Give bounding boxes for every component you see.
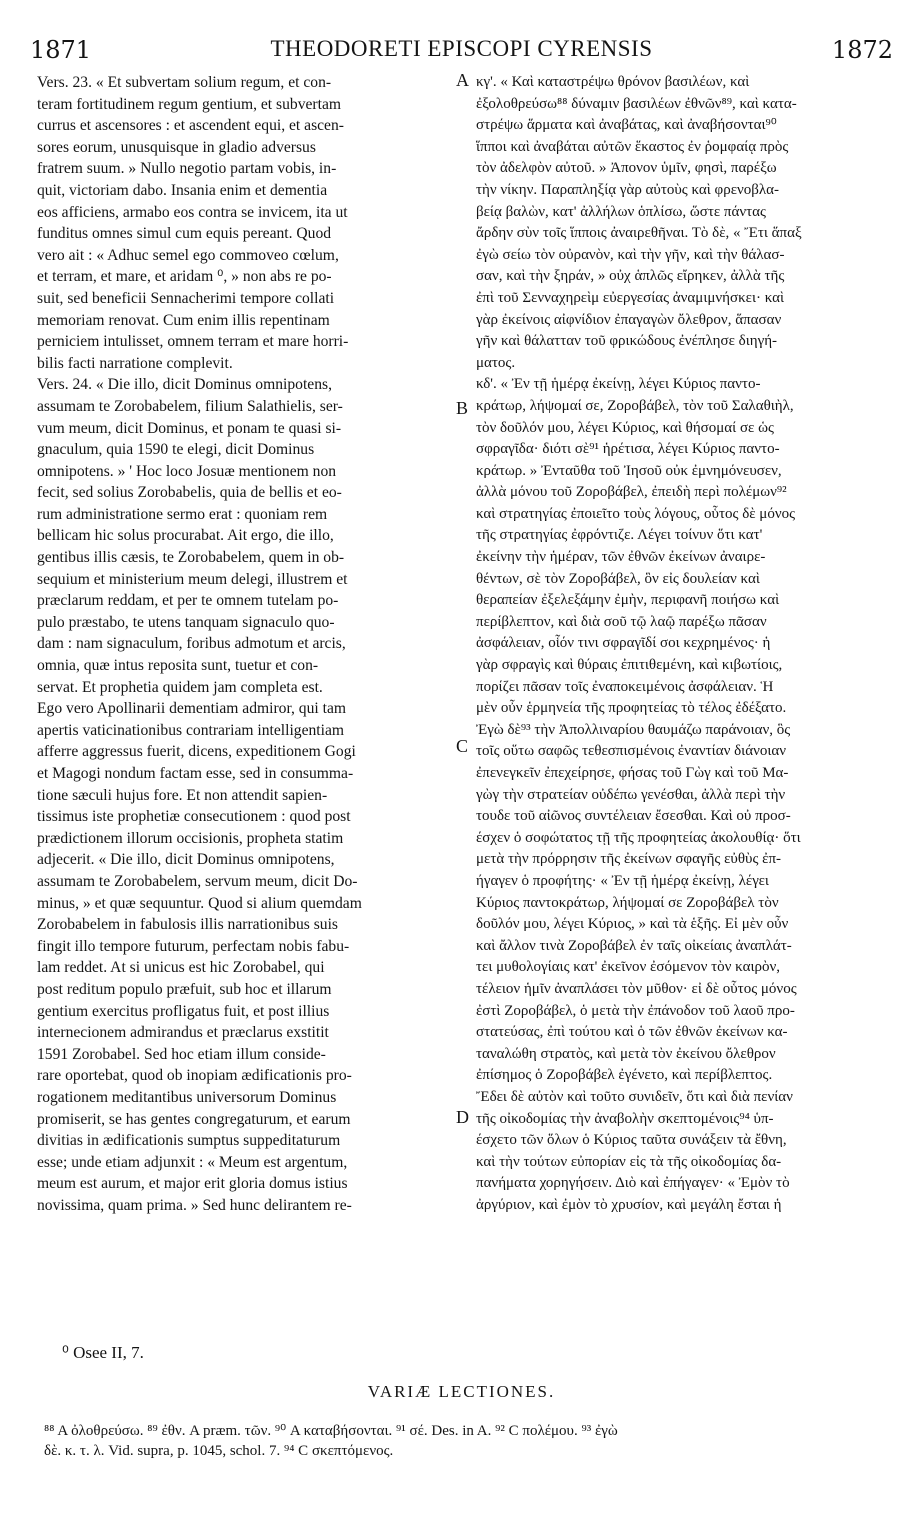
greek-text-line: ἄρδην σὺν τοῖς ἵπποις ἀναιρεθῆναι. Τὸ δὲ, « Ἔτι ἅπαξ xyxy=(476,225,802,242)
margin-letter-a: A xyxy=(456,70,469,90)
latin-text-line: teram fortitudinem regum gentium, et subvertam xyxy=(37,95,341,113)
greek-text-line: βείᾳ βαλὼν, κατ' ἀλλήλων ὁπλίσω, ὥστε πάντας xyxy=(476,203,766,220)
latin-text-line: gentium exercitus profligatus fuit, et post illius xyxy=(37,1002,330,1020)
greek-text-line: περίβλεπτον, καὶ διὰ σοῦ τῷ λαῷ παρέξω πᾶσαν xyxy=(476,613,767,630)
greek-text-line: ἐπὶ τοῦ Σενναχηρεὶμ εὐεργεσίας ἀναμιμνήσκει· καὶ xyxy=(476,289,785,306)
greek-text-line: Ἐγὼ δὲ⁹³ τὴν Ἀπολλιναρίου θαυμάζω παράνοιαν, ὃς xyxy=(476,721,791,738)
latin-text-line: divitias in ædificationis sumptus suppeditaturum xyxy=(37,1132,341,1150)
latin-text-line: Ego vero Apollinarii dementiam admiror, qui tam xyxy=(37,700,347,718)
greek-text-line: μετὰ τὴν πρόρρησιν τῆς ἐκείνων σφαγῆς εὐθὺς ἐπ- xyxy=(476,851,782,868)
greek-text-line: ἵπποι καὶ ἀναβάται αὐτῶν ἕκαστος ἐν ῥομφαίᾳ πρὸς xyxy=(476,138,789,155)
greek-text-line: ἐπενεγκεῖν ἐπεχείρησε, φήσας τοῦ Γὼγ καὶ τοῦ Μα- xyxy=(476,765,789,781)
greek-column xyxy=(476,72,896,1216)
greek-text-line: καὶ ἄλλον τινὰ Ζοροβάβελ ἐν ταῖς οἰκείαις ἀναπλάτ- xyxy=(476,937,792,954)
latin-text-line: gentibus illis cæsis, te Zorobabelem, quem in ob- xyxy=(37,549,345,567)
greek-text-line: στρέψω ἅρματα καὶ ἀναβάτας, καὶ ἀναβήσονται⁹⁰ xyxy=(476,117,777,134)
latin-text-line: Vers. 24. « Die illo, dicit Dominus omnipotens, xyxy=(37,376,332,394)
latin-text-line: fecit, sed solius Zorobabelis, quia de bellis et eo- xyxy=(37,484,342,502)
greek-text-line: Κύριος παντοκράτωρ, λήψομαί σε Ζοροβάβελ τὸν xyxy=(476,894,779,911)
greek-text-line: καὶ στρατηγίας ἐποιεῖτο τοὺς λόγους, οὗτος δὲ μόνος xyxy=(476,505,796,522)
greek-text-line: γὰρ σφραγὶς καὶ θύραις ἐπιτιθεμένη, καὶ κιβωτίοις, xyxy=(476,657,783,674)
greek-text-line: στατεύσας, ἐπὶ τούτου καὶ ὁ τῶν ἐθνῶν ἐκείνων κα- xyxy=(476,1024,788,1041)
latin-text-line: meum est aurum, et major erit gloria domus istius xyxy=(37,1175,348,1193)
greek-text-line: ἐπίσημος ὁ Ζοροβάβελ ἐγένετο, καὶ περίβλεπτος. xyxy=(476,1067,773,1084)
margin-letter-b: B xyxy=(456,398,469,418)
page-number-left: 1871 xyxy=(30,36,92,64)
latin-text-line: minus, » et quæ sequuntur. Quod si alium quemdam xyxy=(37,894,362,912)
latin-text-line: servat. Et prophetia quidem jam completa est. xyxy=(37,678,323,696)
greek-text-line: ἐγὼ σείω τὸν οὐρανὸν, καὶ τὴν γῆν, καὶ τὴν θάλασ- xyxy=(476,246,785,263)
latin-text-line: fratrem suum. » Nullo negotio partam vobis, in- xyxy=(37,160,337,178)
greek-text-line: ἐστὶ Ζοροβάβελ, ὁ μετὰ τὴν ἐπάνοδον τοῦ λαοῦ προ- xyxy=(476,1002,795,1019)
latin-text-line: dam : nam signaculum, foribus admotum et arcis, xyxy=(37,635,346,653)
latin-text-line: post reditum populo præfuit, sub hoc et illarum xyxy=(37,980,332,998)
latin-text-line: internecionem admirandus et præclarus exstitit xyxy=(37,1024,329,1042)
greek-text-line: ἐξολοθρεύσω⁸⁸ δύναμιν βασιλέων ἐθνῶν⁸⁹, καὶ κατα- xyxy=(476,95,797,112)
latin-text-line: tissimus iste prophetiæ consecutionem : quod post xyxy=(37,808,351,826)
running-header xyxy=(0,30,923,64)
latin-text-line: sores eorum, unusquisque in gladio adversus xyxy=(37,138,316,156)
greek-text-line: σφραγῖδα· διότι σὲ⁹¹ ἡρέτισα, λέγει Κύριος παντο- xyxy=(476,441,780,458)
greek-text-line: γῆν καὶ θάλατταν τοῦ φρικώδους ἐνέπλησε διηγή- xyxy=(476,333,778,350)
greek-text-line: τουδε τοῦ αἰῶνος συντέλειαν ἔσεσθαι. Καὶ οὐ προσ- xyxy=(476,808,791,825)
page-number-right: 1872 xyxy=(831,36,893,64)
greek-text-line: κράτωρ. » Ἐνταῦθα τοῦ Ἰησοῦ οὐκ ἐμνημόνευσεν, xyxy=(476,462,782,479)
greek-text-line: ματος. xyxy=(476,354,516,371)
latin-text-line: bellicam hic solus procurabat. Ait ergo, die illo, xyxy=(37,527,334,545)
greek-text-line: γὼγ τὴν στρατείαν οὐδέπω γενέσθαι, ἀλλὰ περὶ τὴν xyxy=(476,786,786,803)
latin-text-line: eos afficiens, armabo eos contra se invicem, ita ut xyxy=(37,203,348,221)
greek-text-line: πανήματα χορηγήσειν. Διὸ καὶ ἐπήγαγεν· « Ἐμὸν τὸ xyxy=(476,1175,790,1192)
latin-text-line: promiserit, se has gentes congregaturum, et earum xyxy=(37,1110,351,1128)
latin-text-line: quit, victoriam dabo. Insania enim et dementia xyxy=(37,181,328,199)
greek-text-line: ἐκείνην τὴν ἡμέραν, τῶν ἐθνῶν ἐκείνων ἀναιρε- xyxy=(476,549,766,566)
greek-text-line: δοῦλόν μου, λέγει Κύριος, » καὶ τὰ ἑξῆς. Εἰ μὲν οὖν xyxy=(476,916,789,933)
greek-text-line: σαν, καὶ τὴν ξηράν, » οὐχ ἁπλῶς εἴρηκεν, ἀλλὰ τῆς xyxy=(476,268,785,285)
latin-text-line: et Magogi nondum factam esse, sed in consumma- xyxy=(37,765,354,782)
greek-text-line: τὸν δοῦλόν μου, λέγει Κύριος, καὶ θήσομαί σε ὡς xyxy=(476,419,774,436)
footnote: ⁰ Osee II, 7. xyxy=(62,1343,144,1362)
latin-text-line: fingit illo tempore futurum, perfectam nobis fabu- xyxy=(37,937,350,955)
greek-text-line: ταναλώθη στρατὸς, καὶ μετὰ τὸν ἐκείνου ὄλεθρον xyxy=(476,1045,776,1062)
latin-text-line: memoriam renovat. Cum enim illis repentinam xyxy=(37,311,330,329)
greek-text-line: τὴν νίκην. Παραπληξίᾳ γὰρ αὐτοὺς καὶ φρενοβλα- xyxy=(476,181,780,198)
latin-text-line: Vers. 23. « Et subvertam solium regum, et con- xyxy=(37,74,332,91)
latin-text-line: vum meum, dicit Dominus, et ponam te quasi si- xyxy=(37,419,342,437)
greek-text-line: έσχετο τῶν ὅλων ὁ Κύριος ταῦτα συνάξειν τὰ ἔθνη, xyxy=(476,1132,787,1149)
greek-text-line: ἀλλὰ μόνου τοῦ Ζοροβάβελ, ἐπειδὴ περὶ πολέμων⁹² xyxy=(476,484,787,501)
latin-text-line: Zorobabelem in fabulosis illis narrationibus suis xyxy=(37,916,339,934)
latin-text-line: afferre aggressus fuerit, dicens, expeditionem Gogi xyxy=(37,743,356,761)
greek-text-line: κδ'. « Ἐν τῇ ἡμέρᾳ ἐκείνῃ, λέγει Κύριος παντο- xyxy=(476,376,761,393)
latin-text-line: sequium et ministerium meum delegi, illustrem et xyxy=(37,570,348,588)
greek-text-line: κγ'. « Καὶ καταστρέψω θρόνον βασιλέων, καὶ xyxy=(476,74,750,90)
greek-text-line: Ἔδει δὲ αὐτὸν καὶ τοῦτο συνιδεῖν, ὅτι καὶ διὰ πενίαν xyxy=(476,1088,793,1105)
latin-text-line: funditus omnes simul cum equis pereant. Quod xyxy=(37,225,332,243)
latin-text-line: prædictionem illorum occisionis, propheta statim xyxy=(37,829,344,847)
greek-text-line: κράτωρ, λήψομαί σε, Ζοροβάβελ, τὸν τοῦ Σαλαθιὴλ, xyxy=(476,397,794,414)
latin-text-line: perniciem intulisset, omnem terram et mare horri- xyxy=(37,333,349,351)
greek-text-line: ήγαγεν ὁ προφήτης· « Ἐν τῇ ἡμέρᾳ ἐκείνῃ, λέγει xyxy=(476,872,769,889)
latin-text-line: et terram, et mare, et aridam ⁰, » non abs re po- xyxy=(37,268,332,286)
latin-text-line: tione sæculi hujus fore. Et non attendit sapien- xyxy=(37,786,328,804)
variae-lectiones-title: VARIÆ LECTIONES. xyxy=(367,1382,556,1401)
variant-line-1: ⁸⁸ A ὀλοθρεύσω. ⁸⁹ ἐθν. A præm. τῶν. ⁹⁰ A καταβήσονται. ⁹¹ σέ. Des. in A. ⁹² C πολέμου. ⁹³ ἐγὼ xyxy=(44,1423,618,1439)
greek-text-line: γὰρ ἐκείνοις αἰφνίδιον ἐπαγαγὼν ὄλεθρον, ἅπασαν xyxy=(476,311,782,328)
greek-text-line: ἀργύριον, καὶ ἐμὸν τὸ χρυσίον, καὶ μεγάλη ἔσται ἡ xyxy=(476,1196,782,1213)
greek-text-line: θεραπείαν ἐξελεξάμην ἐμὴν, περιφανῆ ποιήσω καὶ xyxy=(476,592,780,609)
greek-text-line: θέντων, σὲ τὸν Ζοροβάβελ, ὃν εἰς δουλείαν καὶ xyxy=(476,570,760,587)
latin-text-line: omnipotens. » ' Hoc loco Josuæ mentionem non xyxy=(37,462,337,480)
latin-text-line: gnaculum, quia 1590 te elegi, dicit Dominus xyxy=(37,441,315,459)
latin-text-line: esse; unde etiam adjunxit : « Meum est argentum, xyxy=(37,1153,348,1171)
latin-text-line: pulo præstabo, te utens tanquam signaculo quo- xyxy=(37,613,335,631)
greek-text-line: καὶ τὴν τούτων εὐπορίαν εἰς τὰ τῆς οἰκοδομίας δα- xyxy=(476,1153,782,1170)
running-title: THEODORETI EPISCOPI CYRENSIS xyxy=(270,36,653,61)
greek-text-line: ἀσφάλειαν, οἷόν τινι σφραγῖδί σοι κεχρημένος· ἡ xyxy=(476,635,771,652)
greek-text-line: τῆς οἰκοδομίας τὴν ἀναβολὴν σκεπτομένοις⁹⁴ ὑπ- xyxy=(476,1110,774,1127)
latin-text-line: rare oportebat, quod ob inopiam ædificationis pro- xyxy=(37,1067,352,1085)
greek-text-line: τῆς στρατηγίας ἐφρόντιζε. Λέγει τοίνυν ὅτι κατ' xyxy=(476,527,763,544)
greek-text-line: τὸν ἀδελφὸν αὐτοῦ. » Ἀπονον ὑμῖν, φησὶ, παρέξω xyxy=(476,160,777,177)
latin-text-line: vero ait : « Adhuc semel ego commoveo cœlum, xyxy=(37,246,339,264)
latin-text-line: suit, sed beneficii Sennacherimi tempore collati xyxy=(37,289,335,307)
latin-text-line: assumam te Zorobabelem, servum meum, dicit Do- xyxy=(37,872,358,890)
latin-text-line: 1591 Zorobabel. Sed hoc etiam illum conside- xyxy=(37,1045,326,1063)
latin-text-line: rum administratione sermo erat : quoniam rem xyxy=(37,505,328,523)
margin-letter-d: D xyxy=(456,1107,469,1127)
greek-text-line: μὲν οὖν ἑρμηνεία τῆς προφητείας τὸ τέλος ἐδέξατο. xyxy=(476,700,787,717)
latin-text-line: omnia, quæ intus reposita sunt, tuetur et con- xyxy=(37,657,319,675)
latin-text-line: lam reddet. At si unicus est hic Zorobabel, qui xyxy=(37,959,325,977)
latin-text-line: bilis facti narratione complevit. xyxy=(37,354,233,372)
latin-text-line: currus et ascensores : et ascendent equi, et ascen- xyxy=(37,117,344,135)
latin-column xyxy=(37,72,457,1216)
latin-text-line: rogationem meditantibus universorum Dominus xyxy=(37,1088,337,1106)
latin-text-line: præclarum reddam, et per te omnem tutelam po- xyxy=(37,592,339,610)
latin-text-line: assumam te Zorobabelem, filium Salathielis, ser- xyxy=(37,397,343,415)
greek-text-line: έσχεν ὁ σοφώτατος τῇ τῆς προφητείας ἀκολουθίᾳ· ὅτι xyxy=(476,829,801,846)
latin-text-line: apertis vaticinationibus contrariam intelligentiam xyxy=(37,721,345,739)
greek-text-line: τέλειον ἡμῖν ἀναπλάσει τὸν μῦθον· εἰ δὲ οὗτος μόνος xyxy=(476,980,797,997)
latin-text-line: adjecerit. « Die illo, dicit Dominus omnipotens, xyxy=(37,851,335,869)
latin-text-line: novissima, quam prima. » Sed hunc delirantem re- xyxy=(37,1196,352,1214)
greek-text-line: πορίζει πᾶσαν τοῖς ἐναποκειμένοις ἀσφάλειαν. Ἡ xyxy=(476,678,774,695)
greek-text-line: τει μυθολογίαις κατ' ἐκεῖνον ἐσόμενον τὸν καιρὸν, xyxy=(476,959,780,976)
variant-line-2: δὲ. κ. τ. λ. Vid. supra, p. 1045, schol. 7. ⁹⁴ C σκεπτόμενος. xyxy=(44,1443,394,1459)
margin-letter-c: C xyxy=(456,736,469,756)
greek-text-line: τοῖς οὕτω σαφῶς τεθεσπισμένοις ἐναντίαν διάνοιαν xyxy=(476,743,787,760)
